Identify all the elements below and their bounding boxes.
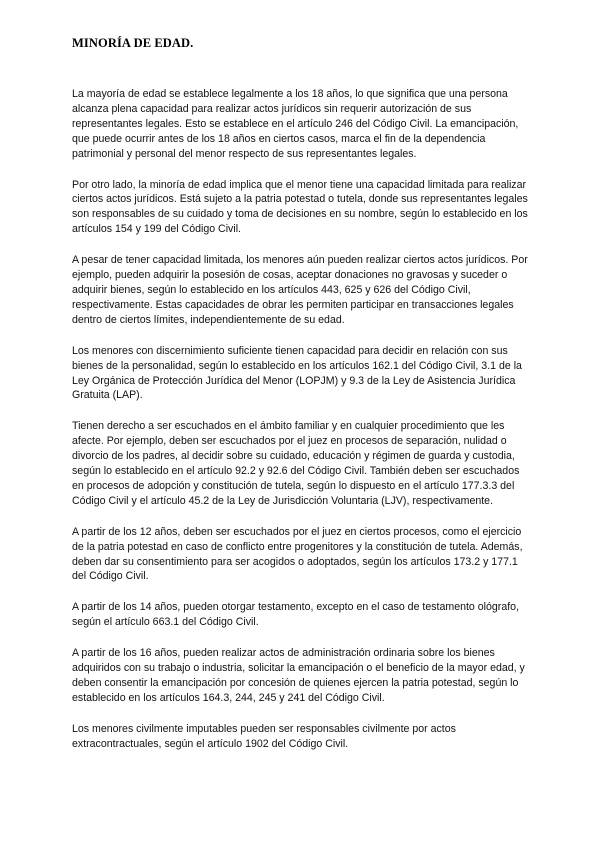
paragraph-minoria-de-edad: Por otro lado, la minoría de edad implica que el menor tiene una capacidad limitada para realizar ciertos actos jurídicos. Está sujeto a la patria potestad o tutela, donde sus representantes legales son responsables de su cuidado y toma de decisiones en su nombre, según lo establecido en los artículos 154 y 199 del Código Civil. (72, 178, 528, 236)
paragraph-bienes-personalidad: Los menores con discernimiento suficiente tienen capacidad para decidir en relación con sus bienes de la personalidad, según lo establecido en los artículos 162.1 del Código Civil, 3.1 de la Ley Orgánica de Protección Jurídica del Menor (LOPJM) y 9.3 de la Ley de Asistencia Jurídica Gratuita (LAP). (72, 344, 522, 402)
paragraph-16-anos: A partir de los 16 años, pueden realizar actos de administración ordinaria sobre los bienes adquiridos con su trabajo o industria, solicitar la emancipación o el beneficio de la mayor edad, y deben consentir la emancipación por concesión de quienes ejercen la patria potestad, según lo establecido en los artículos 164.3, 244, 245 y 241 del Código Civil. (72, 647, 525, 704)
paragraph-capacidad-limitada: A pesar de tener capacidad limitada, los menores aún pueden realizar ciertos actos jurídicos. Por ejemplo, pueden adquirir la posesión de cosas, aceptar donaciones no gravosas y suceder o adquirir bienes, según lo establecido en los artículos 443, 625 y 626 del Código Civil, respectivamente. Estas capacidades de obrar les permiten participar en transacciones legales dentro de ciertos límites, independientemente de su edad. (72, 254, 528, 326)
paragraph-14-anos: A partir de los 14 años, pueden otorgar testamento, excepto en el caso de testamento ológrafo, según el artículo 663.1 del Código Civil. (72, 601, 519, 629)
paragraph-12-anos: A partir de los 12 años, deben ser escuchados por el juez en ciertos procesos, como el ejercicio de la patria potestad en caso de conflicto entre progenitores y la constitución de tutela. Además, deben dar su consentimiento para ser acogidos o adoptados, según los artículos 173.2 y 177.1 del Código Civil. (72, 525, 523, 583)
paragraph-mayoria-de-edad: La mayoría de edad se establece legalmente a los 18 años, lo que significa que una persona alcanza plena capacidad para realizar actos jurídicos sin requerir autorización de sus representantes legales. Esto se establece en el artículo 246 del Código Civil. La emancipación, que puede ocurrir antes de los 18 años en ciertos casos, marca el fin de la dependencia patrimonial y personal del menor respecto de sus representantes legales. (72, 88, 519, 160)
paragraph-derecho-escuchados: Tienen derecho a ser escuchados en el ámbito familiar y en cualquier procedimiento que les afecte. Por ejemplo, deben ser escuchados por el juez en procesos de separación, nulidad o divorcio de los padres, al decidir sobre su cuidado, educación y régimen de guarda y custodia, según lo establecido en el artículo 92.2 y 92.6 del Código Civil. También deben ser escuchados en procesos de adopción y constitución de tutela, según lo dispuesto en el artículo 177.3.3 del Código Civil y el artículo 45.2 de la Ley de Jurisdicción Voluntaria (LJV), respectivamente. (72, 420, 520, 507)
page-title: MINORÍA DE EDAD. (72, 36, 194, 50)
paragraph-responsabilidad-civil: Los menores civilmente imputables pueden ser responsables civilmente por actos extracontractuales, según el artículo 1902 del Código Civil. (72, 722, 456, 750)
document-body (72, 87, 532, 768)
